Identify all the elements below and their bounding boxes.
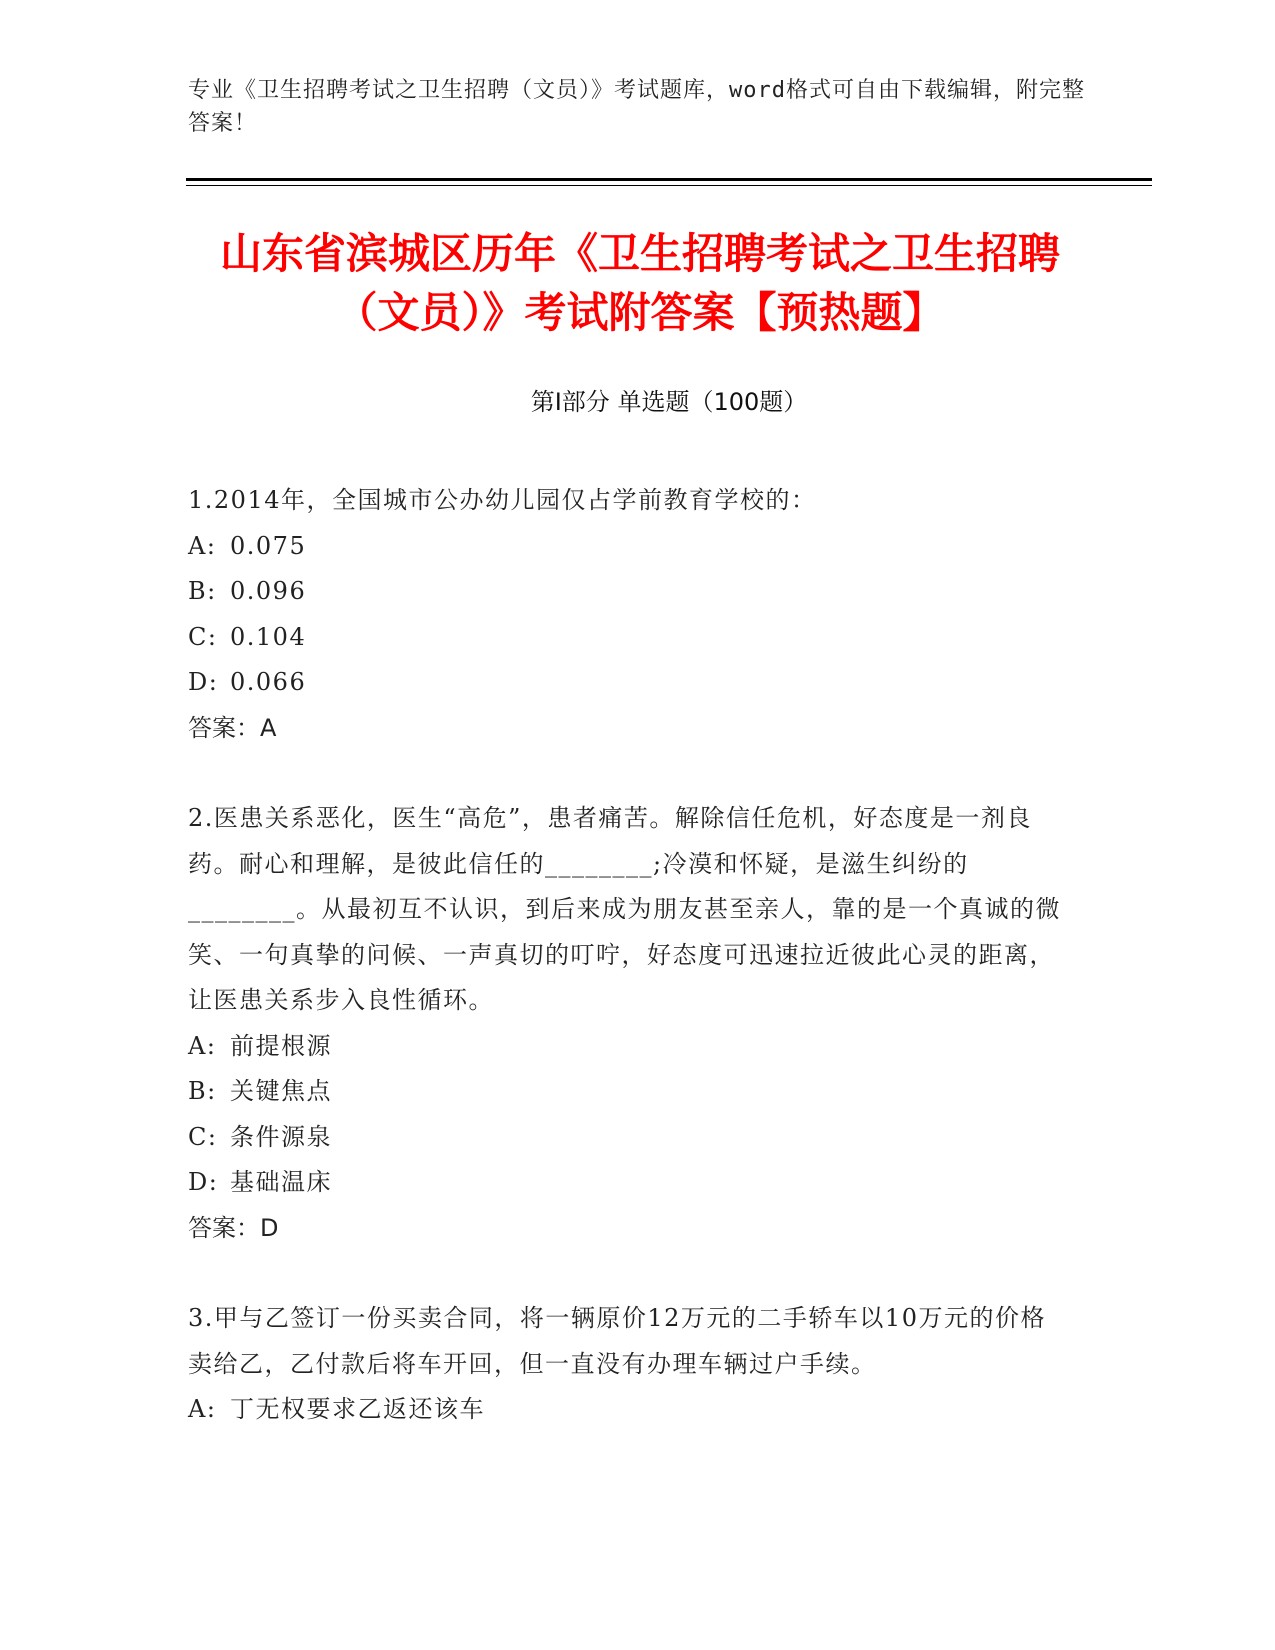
option-a: [188, 1387, 1068, 1433]
header-note: 专业《卫生招聘考试之卫生招聘（文员）》考试题库，word格式可自由下载编辑，附完整答案！: [188, 78, 1085, 136]
option-c: [188, 615, 1068, 661]
question-list: [188, 478, 1068, 1478]
option-text: 丁无权要求乙返还该车: [230, 1395, 485, 1423]
option-text: 0.066: [230, 668, 307, 696]
option-letter: B:: [188, 577, 217, 605]
option-text: 条件源泉: [230, 1122, 332, 1151]
question-3: [188, 1296, 1068, 1433]
section-heading: 第I部分 单选题（100题）: [530, 388, 808, 416]
option-text: 0.104: [230, 622, 307, 651]
option-letter: D:: [188, 668, 219, 696]
option-text: 前提根源: [230, 1031, 332, 1060]
option-a: [188, 1024, 1068, 1070]
question-1: [188, 478, 1068, 751]
option-letter: B:: [188, 1077, 217, 1105]
option-letter: A:: [188, 531, 217, 560]
header-rule-thick: [186, 178, 1152, 181]
option-letter: A:: [188, 1395, 217, 1423]
option-letter: C:: [188, 1122, 218, 1151]
option-text: 基础温床: [230, 1168, 332, 1196]
question-stem: 1.2014年，全国城市公办幼儿园仅占学前教育学校的：: [188, 486, 817, 514]
option-b: [188, 1069, 1068, 1115]
question-stem: 3.甲与乙签订一份买卖合同，将一辆原价12万元的二手轿车以10万元的价格卖给乙，乙付款后将车开回，但一直没有办理车辆过户手续。: [188, 1304, 1046, 1378]
option-text: 0.075: [230, 531, 307, 560]
option-text: 关键焦点: [230, 1077, 332, 1105]
option-d: [188, 1160, 1068, 1206]
answer-line: 答案：D: [188, 1213, 279, 1242]
header-rule-thin: [186, 185, 1152, 186]
option-d: [188, 660, 1068, 706]
option-letter: A:: [188, 1031, 217, 1060]
option-text: 0.096: [230, 577, 307, 605]
option-letter: C:: [188, 622, 218, 651]
option-letter: D:: [188, 1168, 219, 1196]
document-title: 山东省滨城区历年《卫生招聘考试之卫生招聘（文员）》考试附答案【预热题】: [219, 229, 1060, 337]
answer-line: 答案：A: [188, 713, 277, 742]
option-b: [188, 569, 1068, 615]
question-stem: 2.医患关系恶化，医生“高危”，患者痛苦。解除信任危机，好态度是一剂良药。耐心和理解，是彼此信任的________;冷漠和怀疑，是滋生纠纷的________。从最初互不认识，到后来成为朋友甚至亲人，靠的是一个真诚的微笑、一句真挚的问候、一声真切的叮咛，好态度可迅速拉近彼此心灵的距离，让医患关系步入良性循环。: [188, 804, 1061, 1014]
option-c: [188, 1115, 1068, 1161]
question-2: [188, 796, 1068, 1251]
option-a: [188, 524, 1068, 570]
